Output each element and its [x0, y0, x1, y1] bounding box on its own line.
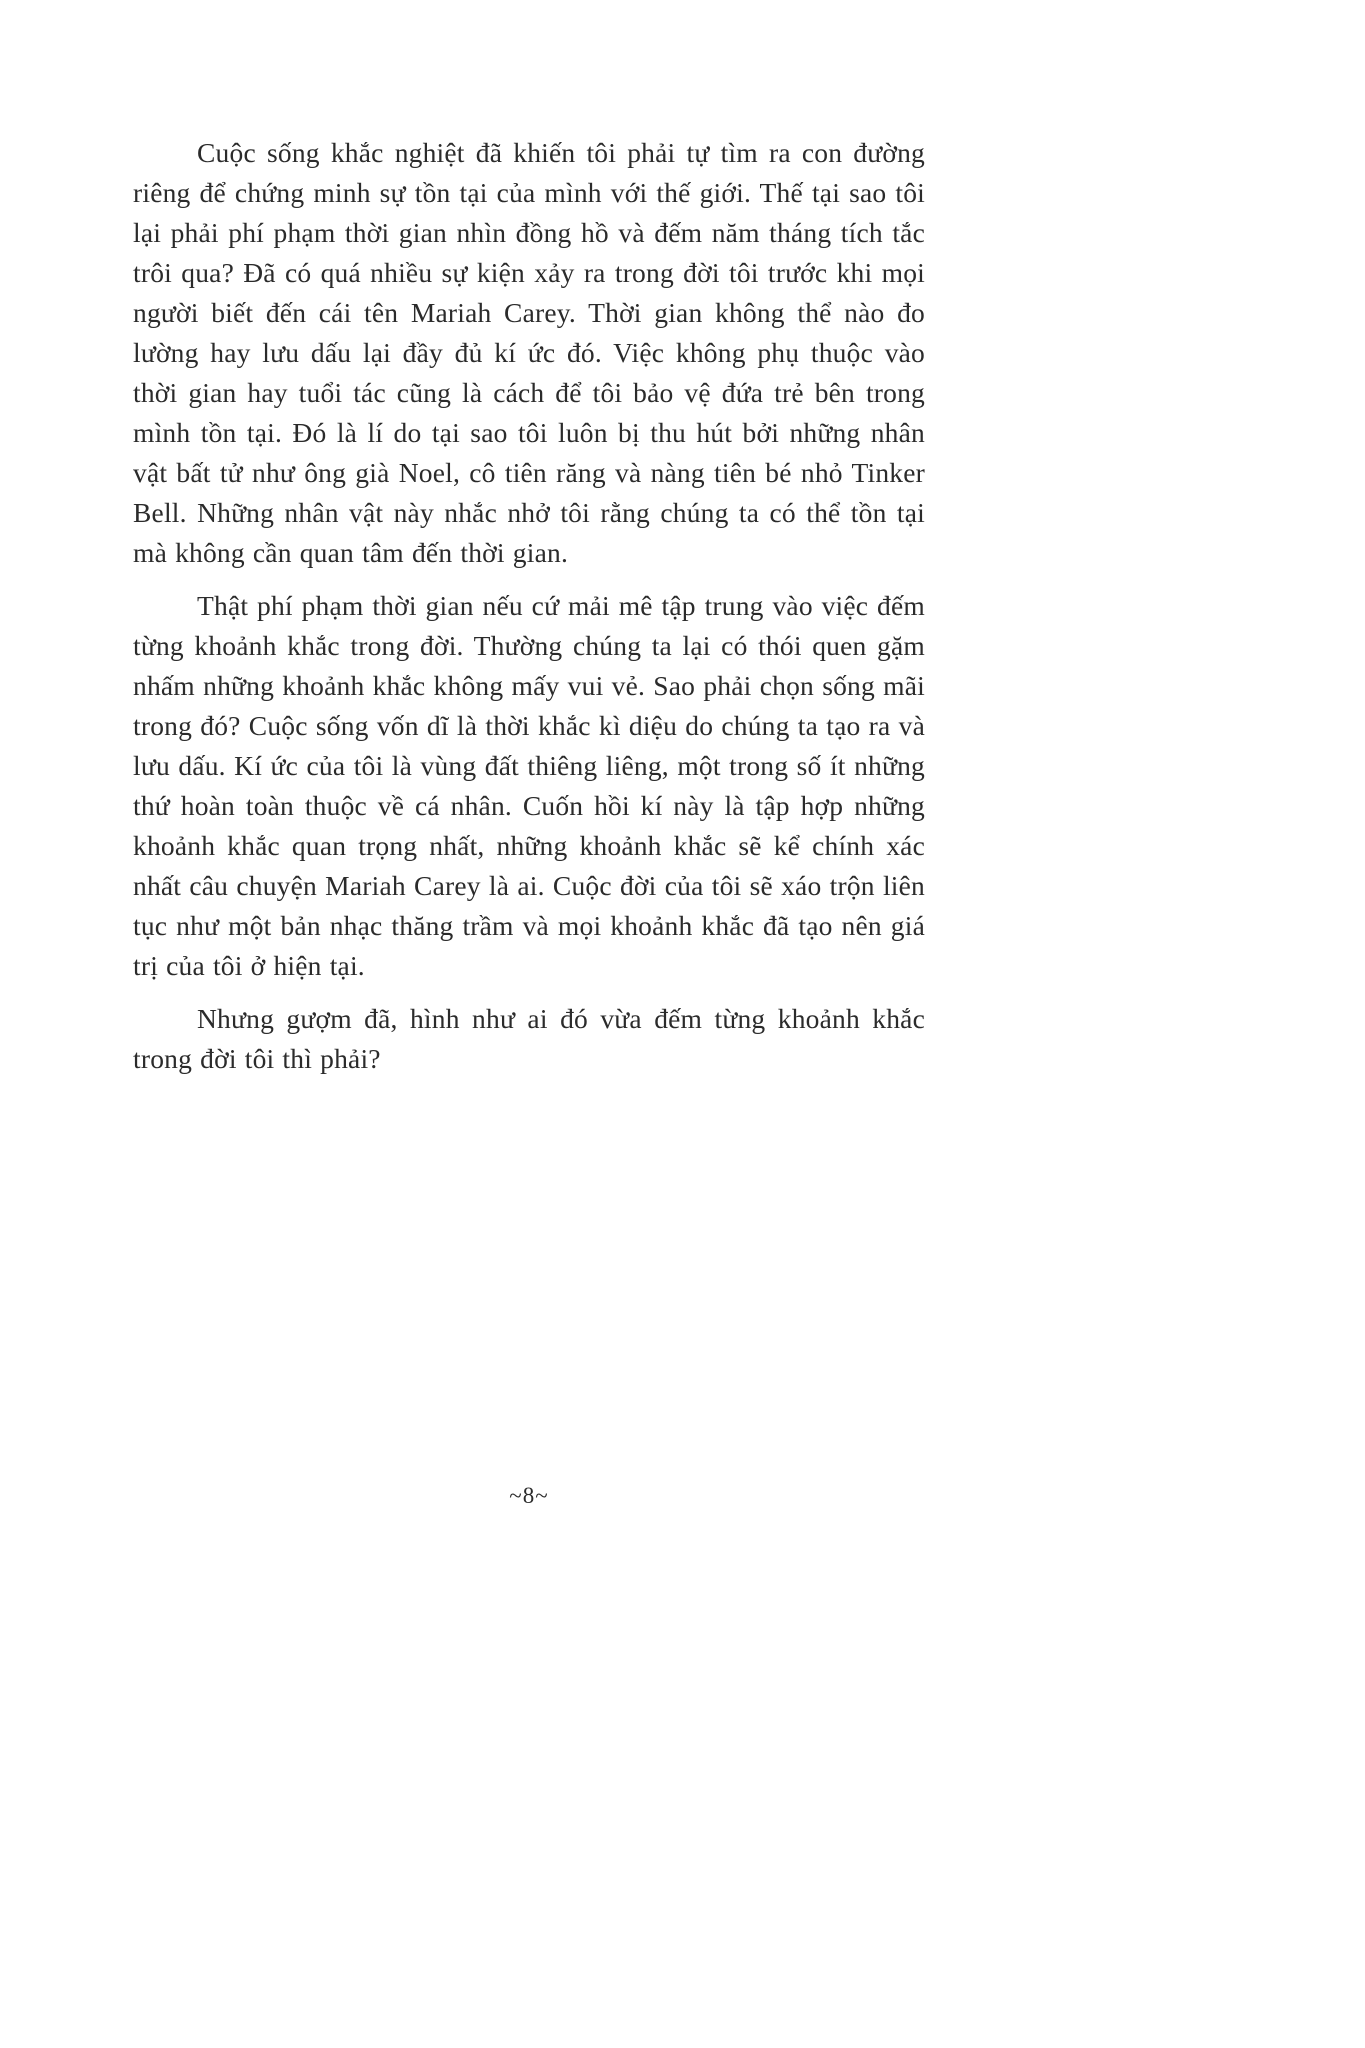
paragraph: Cuộc sống khắc nghiệt đã khiến tôi phải tự tìm ra con đường riêng để chứng minh sự tồn tại của mình với thế giới. Thế tại sao tôi lại phải phí phạm thời gian nhìn đồng hồ và đếm năm tháng tích tắc trôi qua? Đã có quá nhiều sự kiện xảy ra trong đời tôi trước khi mọi người biết đến cái tên Mariah Carey. Thời gian không thể nào đo lường hay lưu dấu lại đầy đủ kí ức đó. Việc không phụ thuộc vào thời gian hay tuổi tác cũng là cách để tôi bảo vệ đứa trẻ bên trong mình tồn tại. Đó là lí do tại sao tôi luôn bị thu hút bởi những nhân vật bất tử như ông già Noel, cô tiên răng và nàng tiên bé nhỏ Tinker Bell. Những nhân vật này nhắc nhở tôi rằng chúng ta có thể tồn tại mà không cần quan tâm đến thời gian.	[133, 137, 925, 568]
paragraph: Nhưng gượm đã, hình như ai đó vừa đếm từng khoảnh khắc trong đời tôi thì phải?	[133, 1003, 925, 1074]
page-footer	[133, 1483, 925, 1509]
page-number: ~8~	[509, 1483, 549, 1508]
text-block	[133, 133, 925, 1092]
paragraph: Thật phí phạm thời gian nếu cứ mải mê tập trung vào việc đếm từng khoảnh khắc trong đời. Thường chúng ta lại có thói quen gặm nhấm những khoảnh khắc không mấy vui vẻ. Sao phải chọn sống mãi trong đó? Cuộc sống vốn dĩ là thời khắc kì diệu do chúng ta tạo ra và lưu dấu. Kí ức của tôi là vùng đất thiêng liêng, một trong số ít những thứ hoàn toàn thuộc về cá nhân. Cuốn hồi kí này là tập hợp những khoảnh khắc quan trọng nhất, những khoảnh khắc sẽ kể chính xác nhất câu chuyện Mariah Carey là ai. Cuộc đời của tôi sẽ xáo trộn liên tục như một bản nhạc thăng trầm và mọi khoảnh khắc đã tạo nên giá trị của tôi ở hiện tại.	[133, 590, 925, 981]
